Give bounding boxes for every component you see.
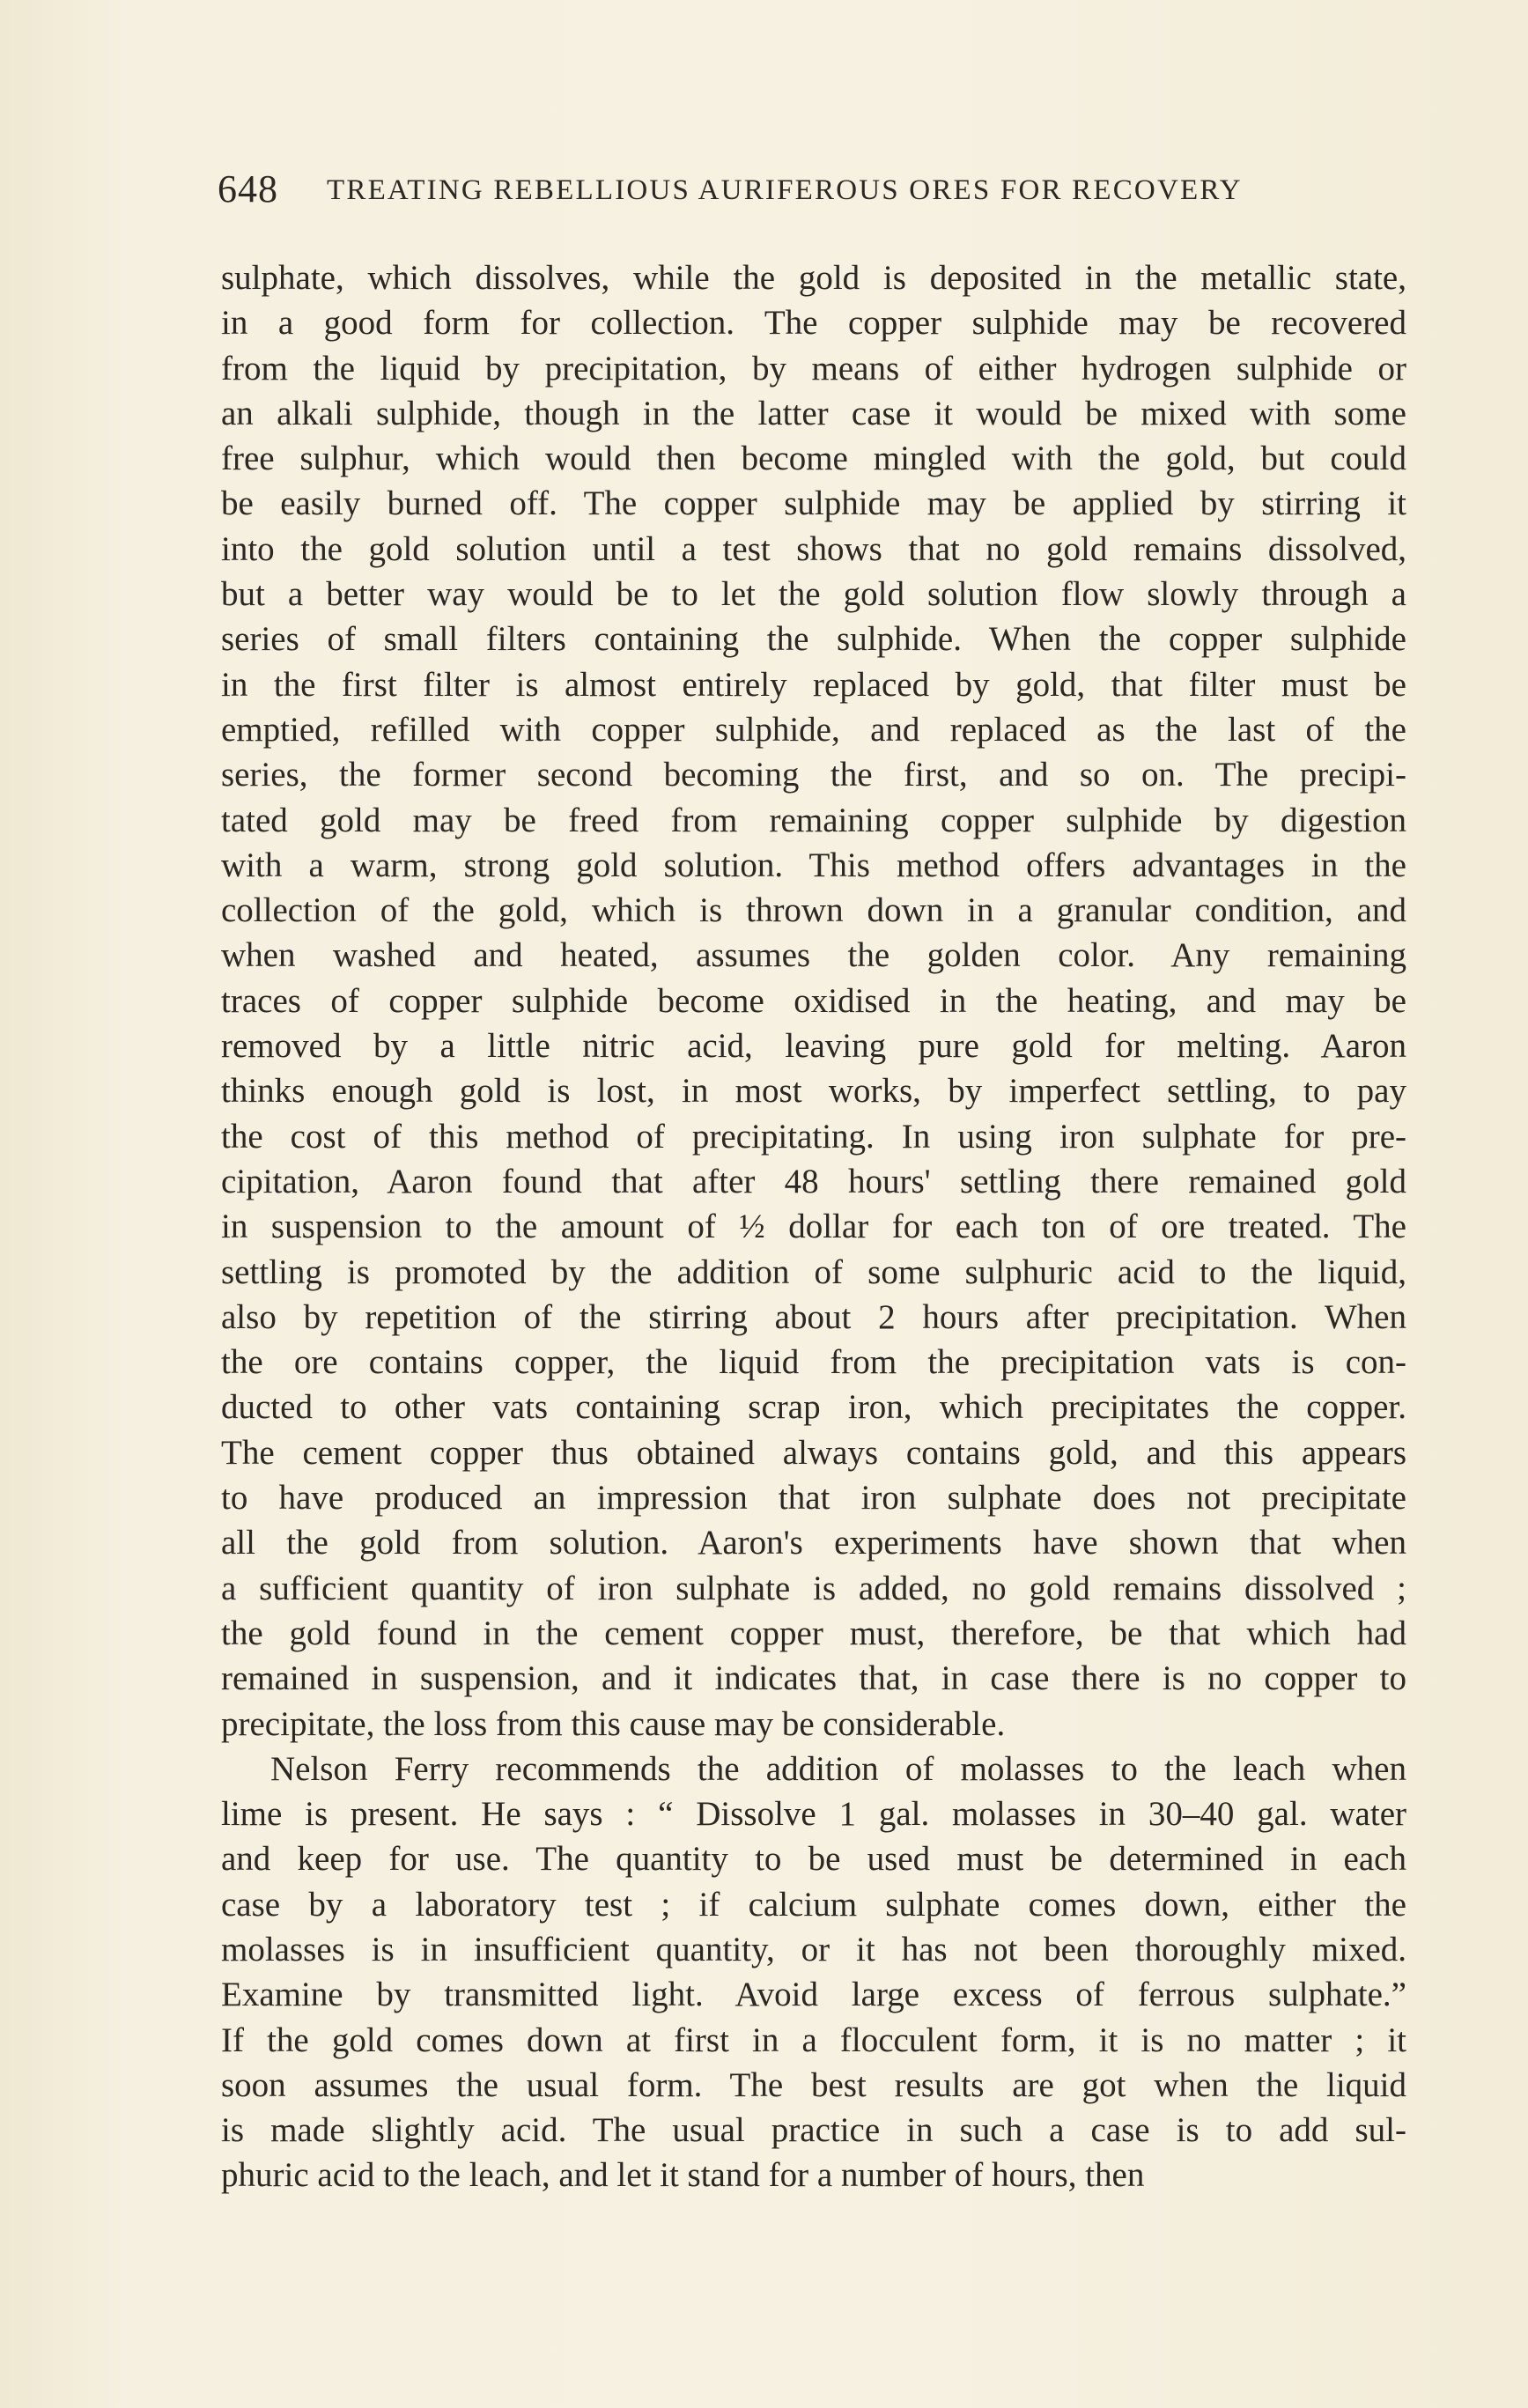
text-line: series of small filters containing the sulphide. When the copper sulphide: [221, 620, 1406, 659]
text-line: soon assumes the usual form. The best results are got when the liquid: [221, 2065, 1406, 2104]
text-line: when washed and heated, assumes the golden color. Any remaining: [221, 936, 1406, 975]
text-line: the cost of this method of precipitating. In using iron sulphate for pre-: [221, 1117, 1406, 1156]
text-line: the ore contains copper, the liquid from the precipitation vats is con-: [221, 1343, 1406, 1382]
text-line: in suspension to the amount of ½ dollar for each ton of ore treated. The: [221, 1208, 1406, 1246]
body-text: [221, 255, 1406, 2198]
text-line: free sulphur, which would then become mingled with the gold, but could: [221, 439, 1406, 478]
page-number: 648: [218, 167, 278, 211]
text-line: is made slightly acid. The usual practice in such a case is to add sul-: [221, 2111, 1406, 2150]
text-line: be easily burned off. The copper sulphide may be applied by stirring it: [221, 484, 1406, 523]
text-line: series, the former second becoming the first, and so on. The precipi-: [221, 756, 1406, 794]
text-line: If the gold comes down at first in a flocculent form, it is no matter ; it: [221, 2020, 1406, 2059]
text-line: molasses is in insufficient quantity, or it has not been thoroughly mixed.: [221, 1930, 1406, 1969]
text-line: and keep for use. The quantity to be used must be determined in each: [221, 1840, 1406, 1879]
text-line: settling is promoted by the addition of some sulphuric acid to the liquid,: [221, 1252, 1406, 1291]
text-line: but a better way would be to let the gold solution flow slowly through a: [221, 575, 1406, 614]
text-line: in the first filter is almost entirely replaced by gold, that filter must be: [221, 665, 1406, 704]
text-line: a sufficient quantity of iron sulphate is added, no gold remains dissolved ;: [221, 1569, 1406, 1607]
text-line: with a warm, strong gold solution. This method offers advantages in the: [221, 846, 1406, 884]
text-line: thinks enough gold is lost, in most works, by imperfect settling, to pay: [221, 1072, 1406, 1111]
text-line: Nelson Ferry recommends the addition of molasses to the leach when: [270, 1749, 1406, 1788]
paragraph: [221, 255, 1406, 1747]
text-line: all the gold from solution. Aaron's experiments have shown that when: [221, 1524, 1406, 1562]
text-line: sulphate, which dissolves, while the gold is deposited in the metallic state,: [221, 259, 1406, 297]
text-line: also by repetition of the stirring about 2 hours after precipitation. When: [221, 1297, 1406, 1336]
text-line: from the liquid by precipitation, by means of either hydrogen sulphide or: [221, 349, 1406, 388]
text-line: removed by a little nitric acid, leaving pure gold for melting. Aaron: [221, 1027, 1406, 1066]
text-line: cipitation, Aaron found that after 48 hours' settling there remained gold: [221, 1162, 1406, 1200]
running-title: TREATING REBELLIOUS AURIFEROUS ORES FOR RECOVERY: [327, 174, 1243, 206]
text-line: case by a laboratory test ; if calcium sulphate comes down, either the: [221, 1885, 1406, 1924]
text-line: emptied, refilled with copper sulphide, and replaced as the last of the: [221, 710, 1406, 749]
text-line: phuric acid to the leach, and let it stand for a number of hours, then: [221, 2156, 1145, 2195]
text-line: the gold found in the cement copper must, therefore, be that which had: [221, 1614, 1406, 1652]
text-line: The cement copper thus obtained always contains gold, and this appears: [221, 1433, 1406, 1472]
text-line: into the gold solution until a test shows that no gold remains dissolved,: [221, 529, 1406, 568]
text-line: collection of the gold, which is thrown down in a granular condition, and: [221, 891, 1406, 930]
paragraph: [221, 1747, 1406, 2198]
text-line: Examine by transmitted light. Avoid large excess of ferrous sulphate.”: [221, 1976, 1406, 2014]
text-line: an alkali sulphide, though in the latter case it would be mixed with some: [221, 394, 1406, 432]
text-line: in a good form for collection. The copper sulphide may be recovered: [221, 304, 1406, 343]
text-line: precipitate, the loss from this cause may be considerable.: [221, 1704, 1006, 1743]
text-line: remained in suspension, and it indicates that, in case there is no copper to: [221, 1659, 1406, 1698]
text-line: traces of copper sulphide become oxidised in the heating, and may be: [221, 981, 1406, 1020]
text-line: lime is present. He says : “ Dissolve 1 gal. molasses in 30–40 gal. water: [221, 1795, 1406, 1834]
text-line: tated gold may be freed from remaining copper sulphide by digestion: [221, 801, 1406, 839]
page-header: [218, 167, 1340, 211]
text-line: to have produced an impression that iron sulphate does not precipitate: [221, 1479, 1406, 1518]
text-line: ducted to other vats containing scrap iron, which precipitates the copper.: [221, 1388, 1406, 1427]
